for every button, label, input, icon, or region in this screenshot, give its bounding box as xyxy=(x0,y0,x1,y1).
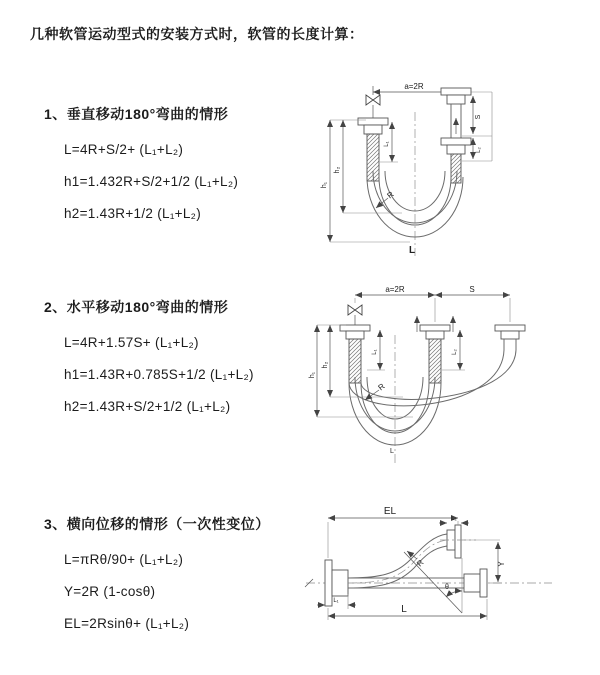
radius-label: R xyxy=(385,189,396,201)
dim-l2 xyxy=(442,330,465,370)
dim-label-s: S xyxy=(475,114,482,120)
dim-label-el: EL xyxy=(383,506,397,517)
section-3-heading: 3、横向位移的情形（一次性变位） xyxy=(44,516,270,532)
dim-label-l2: L₂ xyxy=(452,349,458,355)
dim-l xyxy=(328,599,487,620)
length-label: L xyxy=(390,448,394,455)
left-flange-assembly xyxy=(340,325,370,383)
formula-line: h1=1.43R+0.785S+1/2 (L₁+L₂) xyxy=(64,367,254,382)
angle-theta-construction xyxy=(404,552,462,613)
dim-label-l: L xyxy=(401,604,407,615)
dim-label-y: Y xyxy=(497,561,506,567)
formula-line: Y=2R (1-cosθ) xyxy=(64,584,156,599)
section-1-formulas xyxy=(64,134,238,230)
dim-a2r-and-s xyxy=(355,285,510,322)
formula-line: EL=2Rsinθ+ (L₁+L₂) xyxy=(64,616,190,631)
dim-label-a2r: a=2R xyxy=(385,285,405,294)
dim-l2 xyxy=(439,516,469,523)
length-label: L xyxy=(408,245,416,256)
valve-icon xyxy=(366,86,380,118)
dim-label-l2: L₂ xyxy=(476,147,482,153)
dim-a2r xyxy=(373,82,492,92)
formula-line: L=4R+1.57S+ (L₁+L₂) xyxy=(64,335,199,350)
section-3 xyxy=(44,514,270,640)
page-title: 几种软管运动型式的安装方式时，软管的长度计算： xyxy=(30,26,364,42)
dim-label-l1: L₁ xyxy=(333,598,339,604)
right-flange-assembly xyxy=(464,569,487,597)
formula-line: L=πRθ/90+ (L₁+L₂) xyxy=(64,552,184,567)
angle-label-theta: θ xyxy=(445,584,449,591)
dim-label-h1: h₁ xyxy=(309,371,316,379)
right-flange-assembly xyxy=(441,88,471,183)
dim-label-l1: L₁ xyxy=(372,349,378,355)
formula-line: h1=1.432R+S/2+1/2 (L₁+L₂) xyxy=(64,174,239,189)
valve-icon xyxy=(348,305,362,325)
radius-label: R xyxy=(376,381,387,393)
section-2-formulas xyxy=(64,327,254,423)
dim-label-h2: h₂ xyxy=(334,166,341,174)
middle-flange-assembly xyxy=(420,325,450,383)
section-1 xyxy=(44,104,238,230)
upper-flange-assembly xyxy=(440,525,476,558)
displaced-flange-assembly xyxy=(495,325,525,350)
section-1-heading: 1、垂直移动180°弯曲的情形 xyxy=(44,106,229,122)
dim-l1 xyxy=(380,122,398,162)
hose-s-curve xyxy=(348,534,447,588)
dim-label-s: S xyxy=(469,285,475,294)
dim-el xyxy=(328,506,458,558)
section-2-heading: 2、水平移动180°弯曲的情形 xyxy=(44,299,229,315)
dim-h1 xyxy=(321,120,410,242)
dim-l1 xyxy=(367,330,385,370)
diagram-lateral-displacement xyxy=(300,498,600,653)
formula-line: L=4R+S/2+ (L₁+L₂) xyxy=(64,142,184,157)
dim-label-l2: L₂ xyxy=(451,516,457,522)
dim-label-l1: L₁ xyxy=(384,141,390,147)
dim-label-h2: h₂ xyxy=(322,361,329,369)
dim-label-h1: h₁ xyxy=(321,181,328,189)
section-3-formulas xyxy=(64,544,270,640)
formula-line: h2=1.43R+S/2+1/2 (L₁+L₂) xyxy=(64,399,231,414)
formula-line: h2=1.43R+1/2 (L₁+L₂) xyxy=(64,206,202,221)
section-2 xyxy=(44,297,254,423)
radius-label: R xyxy=(415,558,426,569)
diagram-vertical-180-bend xyxy=(310,70,590,260)
diagram-horizontal-180-bend xyxy=(305,280,595,470)
dim-label-a2r: a=2R xyxy=(404,82,424,91)
